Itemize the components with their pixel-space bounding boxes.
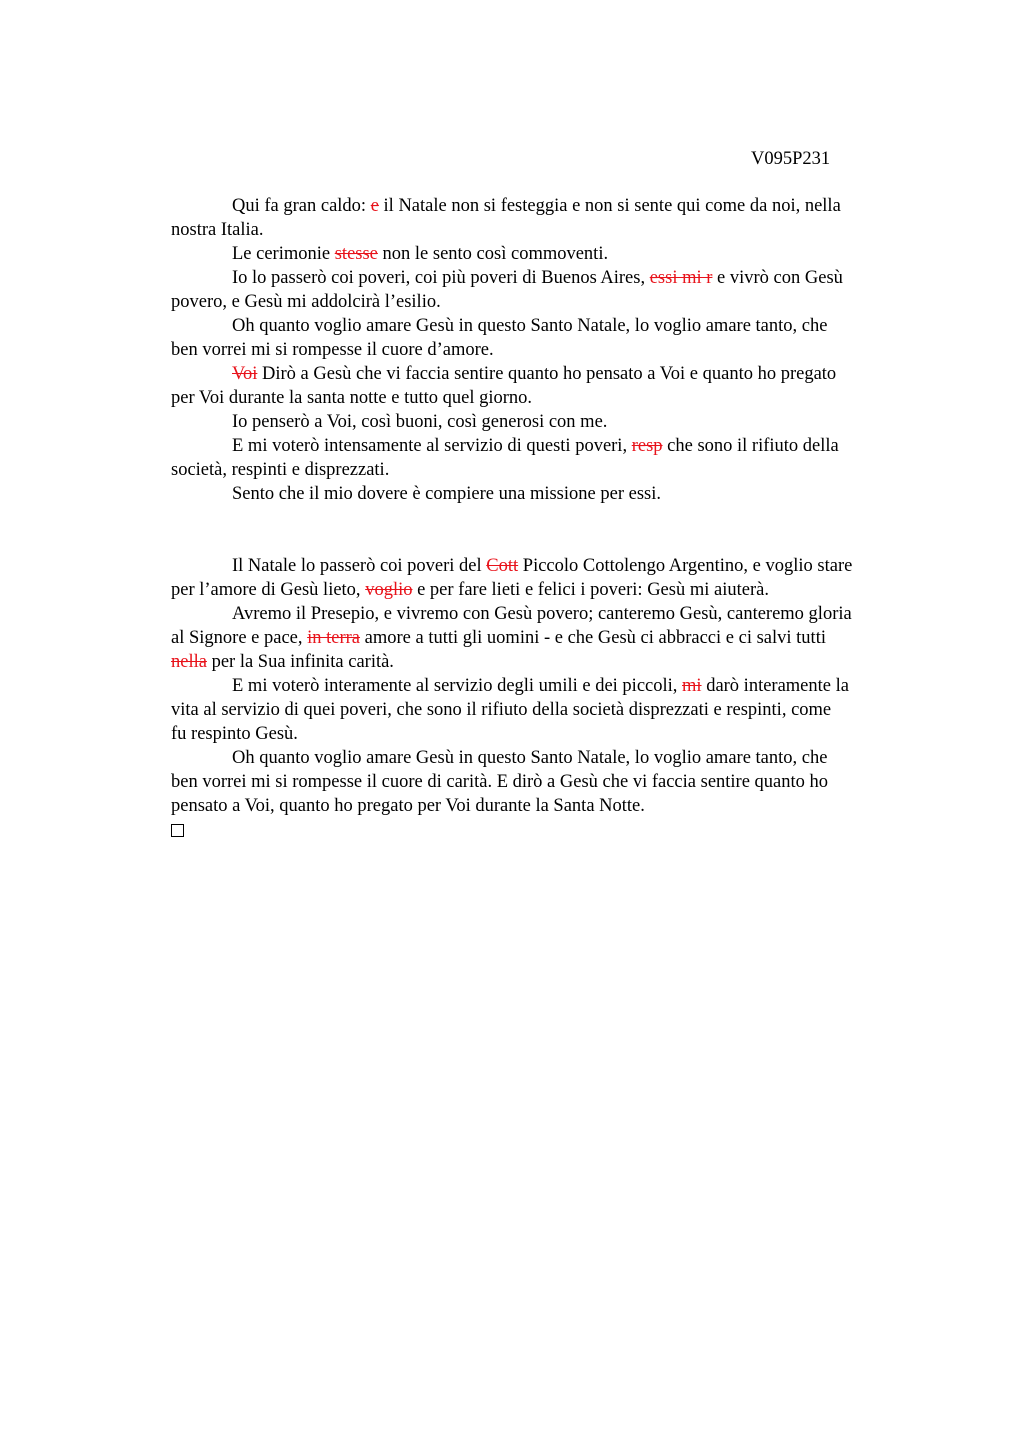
text-run: Oh quanto voglio amare Gesù in questo Santo Natale, lo voglio amare tanto, che [232,748,828,768]
text-run: E mi voterò interamente al servizio degli umili e dei piccoli, [232,676,683,696]
deleted-text: stesse [334,244,378,264]
text-run: povero, e Gesù mi addolcirà l’esilio. [171,292,441,312]
text-line [171,794,931,818]
text-run: e per fare lieti e felici i poveri: Gesù mi aiuterà. [412,580,769,600]
text-run: nostra Italia. [171,220,264,240]
text-line [171,290,931,314]
deleted-text: resp [631,436,663,456]
paragraph [171,746,931,818]
text-run: Dirò a Gesù che vi faccia sentire quanto ho pensato a Voi e quanto ho pregato [257,364,837,384]
text-line [171,362,931,386]
text-run: Le cerimonie [232,244,335,264]
text-run: Io penserò a Voi, così buoni, così generosi con me. [232,412,608,432]
text-line [171,722,931,746]
text-line [171,746,931,770]
paragraph [171,434,931,482]
paragraph [171,194,931,242]
text-line [171,698,931,722]
text-line [171,434,931,458]
page-identifier: V095P231 [751,149,831,169]
text-run: che sono il rifiuto della [662,436,839,456]
text-line [171,218,931,242]
deleted-text: in terra [307,628,361,648]
text-line [171,242,931,266]
text-run: Oh quanto voglio amare Gesù in questo Santo Natale, lo voglio amare tanto, che [232,316,828,336]
paragraph [171,554,931,602]
deleted-text: e [370,196,379,216]
deleted-text: nella [171,652,207,672]
text-line [171,482,931,506]
section-break [171,506,931,554]
deleted-text: mi [682,676,702,696]
paragraph [171,266,931,314]
text-line [171,314,931,338]
text-line [171,458,931,482]
text-run: vita al servizio di quei poveri, che sono il rifiuto della società disprezzati e respinti, come [171,700,832,720]
text-run: Sento che il mio dovere è compiere una missione per essi. [232,484,661,504]
document-body [171,194,931,837]
text-line [171,674,931,698]
text-run: società, respinti e disprezzati. [171,460,390,480]
text-run: Avremo il Presepio, e vivremo con Gesù povero; canteremo Gesù, canteremo gloria [232,604,852,624]
text-line [171,770,931,794]
text-run: ben vorrei mi si rompesse il cuore d’amore. [171,340,494,360]
text-run: e vivrò con Gesù [712,268,843,288]
deleted-text: Cott [486,556,519,576]
text-run: Il Natale lo passerò coi poveri del [232,556,487,576]
square-box-icon [171,824,184,837]
text-line [171,554,931,578]
text-run: per Voi durante la santa notte e tutto quel giorno. [171,388,533,408]
text-run: Io lo passerò coi poveri, coi più poveri di Buenos Aires, [232,268,650,288]
text-line [171,266,931,290]
text-run: Qui fa gran caldo: [232,196,371,216]
text-line [171,650,931,674]
text-run: per l’amore di Gesù lieto, [171,580,366,600]
text-line [171,578,931,602]
text-line [171,602,931,626]
deleted-text: voglio [365,580,413,600]
paragraph [171,674,931,746]
text-run: per la Sua infinita carità. [206,652,394,672]
text-run: Piccolo Cottolengo Argentino, e voglio stare [518,556,853,576]
paragraph [171,602,931,674]
paragraph [171,242,931,266]
paragraph [171,314,931,362]
paragraph [171,410,931,434]
text-run: E mi voterò intensamente al servizio di questi poveri, [232,436,632,456]
text-line [171,386,931,410]
deleted-text: Voi [232,364,258,384]
text-run: darò interamente la [701,676,849,696]
text-run: pensato a Voi, quanto ho pregato per Voi durante la Santa Notte. [171,796,645,816]
text-run: non le sento così commoventi. [377,244,609,264]
deleted-text: essi mi r [649,268,713,288]
text-run: al Signore e pace, [171,628,308,648]
text-run: fu respinto Gesù. [171,724,298,744]
paragraph [171,362,931,410]
text-line [171,626,931,650]
text-run: amore a tutti gli uomini - e che Gesù ci abbracci e ci salvi tutti [360,628,826,648]
text-run: il Natale non si festeggia e non si sente qui come da noi, nella [378,196,841,216]
paragraph [171,482,931,506]
text-line [171,410,931,434]
text-line [171,338,931,362]
text-run: ben vorrei mi si rompesse il cuore di carità. E dirò a Gesù che vi faccia sentire quanto ho [171,772,829,792]
text-line [171,194,931,218]
